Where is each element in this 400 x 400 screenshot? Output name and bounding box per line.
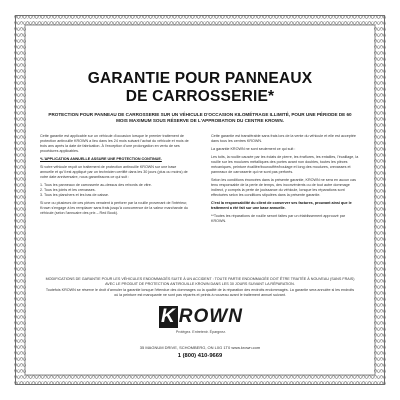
- right-paragraph: Les toits, la rouille causée par les éclats de pierre, les éraflures, les entailles, l'écaillage, la rouille sur les moulures métalliques des portes avant non doubles, toutes les pièces mécaniques, peinture écaillée/bourouffée/boulage et long des moulures, crevasses et panneaux de carrosserie qui ne sont pas perforés.: [211, 155, 359, 174]
- right-paragraph: La garantie KROWN ne sont seulement ce qui suit :: [211, 147, 296, 151]
- left-list-item: 2. Tous les joints et les crevasses.: [40, 187, 96, 192]
- phone-number: 1 (800) 410-9669: [177, 353, 223, 359]
- left-paragraph: Cette garantie est applicable sur un véhicule d'occasion lorsque le premier traitement de protection antirouille KROWN a lieu dans les 24 mois suivant l'achat du véhicule et mois de trois ans après la date de fabrication. À l'exception d'une prolongation en vertu de ses procédures applicables.: [40, 134, 189, 153]
- logo-wordmark: [151, 306, 251, 328]
- left-column: [40, 134, 190, 219]
- address: 35 MAGNUM DRIVE, SCHOMBERG, ON L0G 1T0 www.krown.com: [139, 345, 261, 350]
- left-paragraph: *L'APPLICATION ANNUELLE ASSURE UNE PROTECTION CONTINUE.: [40, 156, 162, 161]
- logo-k: K: [161, 306, 176, 327]
- krown-logo: [151, 306, 251, 340]
- subtitle: PROTECTION POUR PANNEAU DE CARROSSERIE SUR UN VÉHICULE D'OCCASION KILOMÉTRAGE ILLIMITÉ, POUR UNE PÉRIODE DE 60 MOIS MAXIMUM SOUS RÉSERVE DE L'APPROBATION DU CENTRE KROWN.: [48, 112, 352, 123]
- right-paragraph: Selon les conditions énoncées dans la présente garantie, KROWN ne sera en aucun cas tenu responsable de la perte de temps, des inconvénients ou de tout autre dommage indirect, y compris la perte de jouissance du véhicule, lorsque les réparations sont effectuées selon les conditions stipulées dans la présente garantie.: [211, 177, 356, 197]
- notice-paragraph: MODIFICATIONS DE GARANTIE POUR LES VÉHICULES ENDOMMAGÉS SUITE À UN ACCIDENT : TOUTE PARTIE ENDOMMAGÉE DOIT ÊTRE TRAITÉE À NOUVEAU (SANS FRAIS) AVEC LE PRODUIT DE PROTECTION ANTIROUILLE KROWN DANS LES 30 JOURS SUIVANT LA RÉPARATION.: [45, 277, 355, 286]
- title-line-1: GARANTIE POUR PANNEAUX: [87, 70, 313, 87]
- warranty-notice: [44, 277, 356, 299]
- left-paragraph: Si votre véhicule reçoit un traitement de protection antirouille KROWN sur une base annuelle et qu'il est appliqué par un technicien certifié dans les 30 jours (plus ou moins) de votre date anniversaire, nous garantissons ce qui suit :: [40, 164, 188, 179]
- page-title: [26, 70, 374, 106]
- title-line-2: DE CARROSSERIE*: [125, 88, 275, 105]
- left-list-item: 3. Tous les planchers et les bas de caisse.: [40, 192, 110, 197]
- right-paragraph: C'est la responsabilité du client de conserver ses factures, prouvant ainsi que le traitement a été fait sur une base annuelle.: [211, 200, 352, 210]
- right-paragraph: **Toutes les réparations de rouille seront faites par un établissement approuvé par KROWN.: [211, 213, 346, 223]
- left-paragraph: Si une ou plusieurs de ces pièces venaient à perforer par la rouille provenant de l'intérieur, Krown s'engage à les remplacer sans frais jusqu'à concurrence de la valeur marchande du véhicule (selon l'annuaire des prix – Red Book).: [40, 200, 188, 215]
- logo-rest: ROWN: [178, 306, 243, 327]
- logo-tagline: Protégez. Entretenir. Épargnez.: [175, 330, 227, 334]
- right-paragraph: Cette garantie est transférable sans frais lors de la vente du véhicule et elle est acceptée dans tous les centres KROWN.: [211, 134, 356, 143]
- certificate-body: [26, 26, 374, 374]
- certificate: [14, 14, 386, 386]
- right-column: [211, 134, 361, 227]
- left-list-item: 1. Tous les panneaux de carrosserie au-dessus des rebords de vitre.: [40, 182, 152, 187]
- notice-paragraph: Toutefois KROWN se réserve le droit d'annuler la garantie lorsque l'étendue des dommages ou la qualité de la réparation des endroits endommagés. La garantie sera annulée si les endroits où la peinture est manquante ne sont pas réparés et peints à nouveau avant le traitement annuel suivant.: [45, 287, 355, 297]
